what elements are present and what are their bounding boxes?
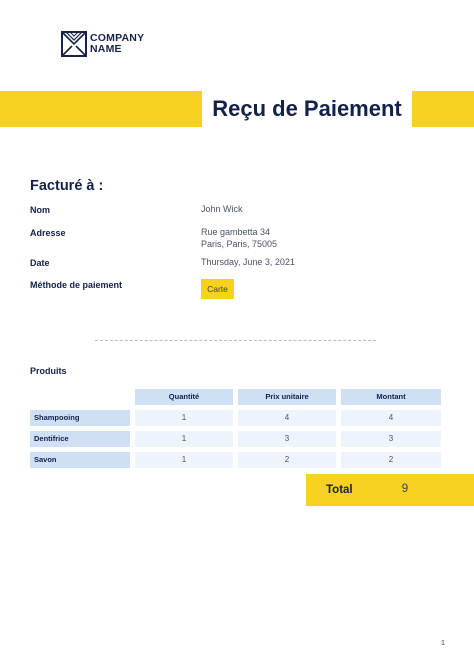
table-cell: 2 xyxy=(238,452,336,468)
company-name-line1: COMPANY xyxy=(90,32,145,44)
table-cell: 1 xyxy=(135,452,233,468)
products-heading: Produits xyxy=(30,366,67,376)
table-cell: 3 xyxy=(238,431,336,447)
title-band-left xyxy=(0,91,202,127)
address-value xyxy=(201,226,277,250)
payment-method-badge: Carte xyxy=(201,279,234,299)
table-cell: 4 xyxy=(238,410,336,426)
table-cell: 1 xyxy=(135,431,233,447)
table-cell: 4 xyxy=(341,410,441,426)
column-header-amount: Montant xyxy=(341,389,441,405)
billed-to-heading: Facturé à : xyxy=(30,178,104,194)
table-cell: 2 xyxy=(341,452,441,468)
company-logo xyxy=(61,31,144,57)
name-value: John Wick xyxy=(201,204,243,214)
table-cell: 3 xyxy=(341,431,441,447)
payment-method-label: Méthode de paiement xyxy=(30,280,123,290)
address-label: Adresse xyxy=(30,228,66,238)
row-label-savon: Savon xyxy=(30,452,130,468)
column-header-unit-price: Prix unitaire xyxy=(238,389,336,405)
date-value: Thursday, June 3, 2021 xyxy=(201,257,295,267)
page-title: Reçu de Paiement xyxy=(212,96,402,121)
section-divider xyxy=(95,340,376,341)
total-value: 9 xyxy=(401,483,409,495)
column-header-quantity: Quantité xyxy=(135,389,233,405)
row-label-shampooing: Shampooing xyxy=(30,410,130,426)
address-line1: Rue gambetta 34 xyxy=(201,227,271,237)
date-label: Date xyxy=(30,258,50,268)
name-label: Nom xyxy=(30,205,50,215)
row-label-dentifrice: Dentifrice xyxy=(30,431,130,447)
title-band-right xyxy=(412,91,474,127)
envelope-logo-icon xyxy=(61,31,87,57)
company-name xyxy=(90,33,144,55)
total-label: Total xyxy=(326,484,353,496)
company-name-line2: NAME xyxy=(90,43,122,55)
page-number: 1 xyxy=(440,638,446,647)
address-line2: Paris, Paris, 75005 xyxy=(201,239,278,249)
table-cell: 1 xyxy=(135,410,233,426)
